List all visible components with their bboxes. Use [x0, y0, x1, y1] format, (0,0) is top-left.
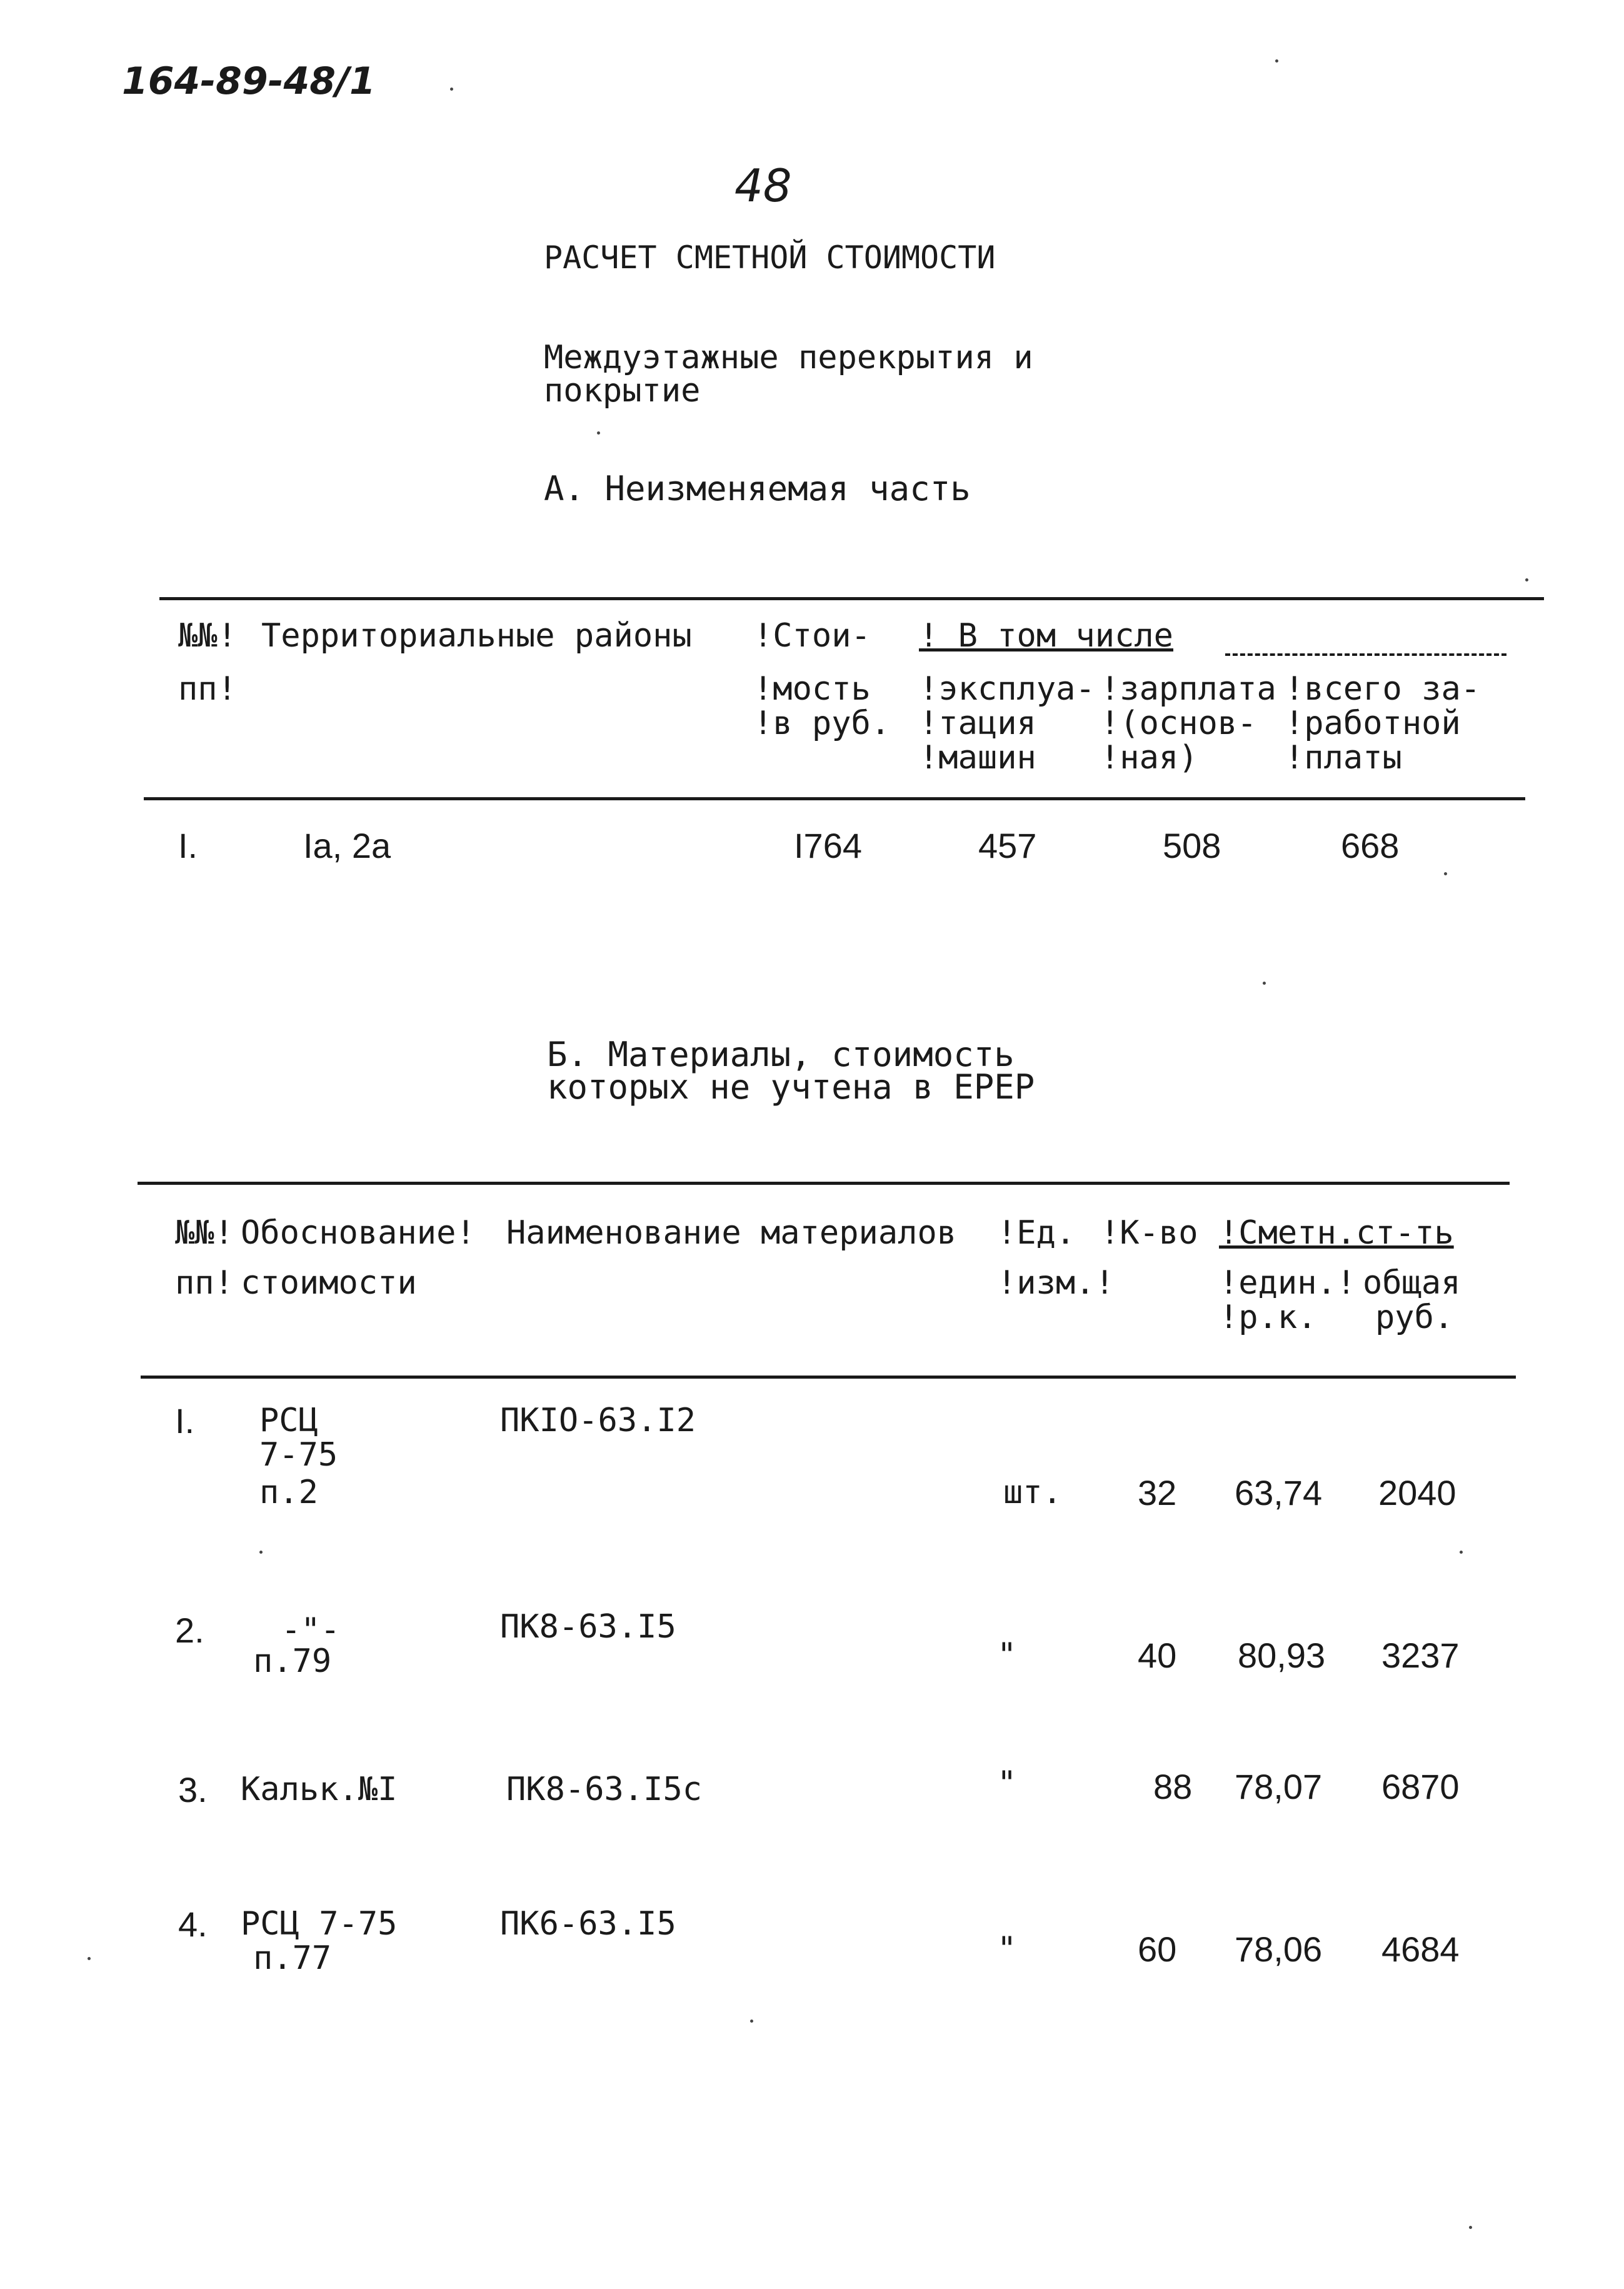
scan-speck: [1525, 578, 1528, 581]
col-no-line-1: №№!: [175, 1214, 234, 1252]
scan-speck: [450, 88, 453, 91]
col-total-wage-line-1: !всего за-: [1285, 670, 1481, 708]
col-total-wage-line-2: !работной: [1285, 705, 1461, 742]
document-reference: 164-89-48/1: [122, 59, 376, 103]
col-cost-line-3: !в руб.: [753, 705, 891, 742]
scan-speck: [1275, 59, 1278, 63]
scan-speck: [88, 1957, 91, 1960]
row-basis-line-1: -"-: [281, 1611, 340, 1649]
col-no-line-2: пп!: [178, 670, 237, 708]
row-unit: шт.: [1003, 1474, 1062, 1511]
row-no: I.: [178, 826, 198, 865]
col-incl: ! В том числе: [919, 617, 1173, 655]
row-total-wage: 668: [1341, 826, 1400, 865]
scan-speck: [1263, 982, 1266, 985]
row-material: ПК6-63.I5: [500, 1905, 676, 1943]
scan-speck: [597, 431, 600, 435]
col-no-line-2: пп!: [175, 1264, 234, 1302]
row-machines: 457: [978, 826, 1037, 865]
row-cost: I764: [794, 826, 862, 865]
col-name: Наименование материалов: [506, 1214, 957, 1252]
row-basis-line-1: РСЦ: [259, 1402, 318, 1439]
subtitle-line-1: Междуэтажные перекрытия и: [544, 339, 1033, 376]
row-no: 2.: [175, 1611, 204, 1650]
col-total-wage-line-3: !платы: [1285, 739, 1402, 777]
col-basis-line-2: стоимости: [241, 1264, 417, 1302]
incl-dashes: [1225, 653, 1506, 656]
subtitle-line-2: покрытие: [544, 372, 701, 410]
row-unit-price: 80,93: [1238, 1636, 1326, 1675]
row-unit-price: 78,07: [1235, 1767, 1323, 1806]
col-no-line-1: №№!: [178, 617, 237, 655]
row-unit-price: 63,74: [1235, 1473, 1323, 1512]
col-qty: !К-во: [1100, 1214, 1198, 1252]
row-basis-line-1: Кальк.№I: [241, 1771, 398, 1808]
row-total: 3237: [1381, 1636, 1460, 1675]
col-estimate: !Сметн.ст-ть: [1219, 1214, 1454, 1252]
row-basis-line-2: п.79: [253, 1643, 332, 1680]
row-no: 4.: [178, 1904, 208, 1944]
row-total: 6870: [1381, 1767, 1460, 1806]
col-basis-line-1: Обоснование!: [241, 1214, 476, 1252]
row-unit: ": [997, 1764, 1017, 1802]
col-wage-line-2: !(основ-: [1100, 705, 1257, 742]
page-title: РАСЧЕТ СМЕТНОЙ СТОИМОСТИ: [544, 239, 996, 276]
col-total-line-2: руб.: [1375, 1299, 1454, 1336]
scan-speck: [1469, 2226, 1472, 2229]
row-unit-price: 78,06: [1235, 1929, 1323, 1969]
scan-speck: [259, 1551, 263, 1554]
scan-speck: [750, 2020, 753, 2023]
row-qty: 40: [1138, 1636, 1177, 1675]
table-rule-top: [138, 1182, 1510, 1185]
col-wage-line-1: !зарплата: [1100, 670, 1276, 708]
row-material: ПКIО-63.I2: [500, 1402, 696, 1439]
row-material: ПК8-63.I5: [500, 1608, 676, 1646]
row-qty: 88: [1153, 1767, 1193, 1806]
col-machines-line-3: !машин: [919, 739, 1036, 777]
row-region: Iа, 2а: [303, 826, 391, 865]
table-rule-header: [144, 797, 1525, 800]
section-a-heading: А. Неизменяемая часть: [544, 469, 971, 508]
table-rule-top: [159, 597, 1544, 600]
row-unit: ": [997, 1636, 1017, 1674]
row-material: ПК8-63.I5с: [506, 1771, 703, 1808]
col-cost-line-1: !Стои-: [753, 617, 871, 655]
page-number: 48: [734, 159, 792, 212]
section-b-heading-line-1: Б. Материалы, стоимость: [547, 1035, 1015, 1074]
col-total-line-1: общая: [1363, 1264, 1461, 1302]
col-unit-price-line-2: !р.к.: [1219, 1299, 1317, 1336]
row-qty: 32: [1138, 1473, 1177, 1512]
scan-speck: [1460, 1551, 1463, 1554]
row-no: 3.: [178, 1770, 208, 1809]
row-unit: ": [997, 1930, 1017, 1968]
row-basis-line-2: 7-75: [259, 1436, 338, 1474]
row-total: 4684: [1381, 1929, 1460, 1969]
col-machines-line-1: !эксплуа-: [919, 670, 1095, 708]
table-rule-header: [141, 1376, 1516, 1379]
col-unit-line-1: !Ед.: [997, 1214, 1076, 1252]
row-basis-line-2: п.77: [253, 1939, 332, 1977]
row-basis-line-1: РСЦ 7-75: [241, 1905, 398, 1943]
row-qty: 60: [1138, 1929, 1177, 1969]
col-wage-line-3: !ная): [1100, 739, 1198, 777]
col-region: Территориальные районы: [261, 617, 692, 655]
row-total: 2040: [1378, 1473, 1456, 1512]
row-no: I.: [175, 1401, 195, 1441]
section-b-heading-line-2: которых не учтена в ЕРЕР: [547, 1067, 1035, 1107]
row-wage: 508: [1163, 826, 1221, 865]
col-cost-line-2: !мость: [753, 670, 871, 708]
col-unit-price-line-1: !един.!: [1219, 1264, 1356, 1302]
col-machines-line-2: !тация: [919, 705, 1036, 742]
scan-speck: [1444, 872, 1447, 875]
col-unit-line-2: !изм.!: [997, 1264, 1115, 1302]
row-basis-line-3: п.2: [259, 1474, 318, 1511]
